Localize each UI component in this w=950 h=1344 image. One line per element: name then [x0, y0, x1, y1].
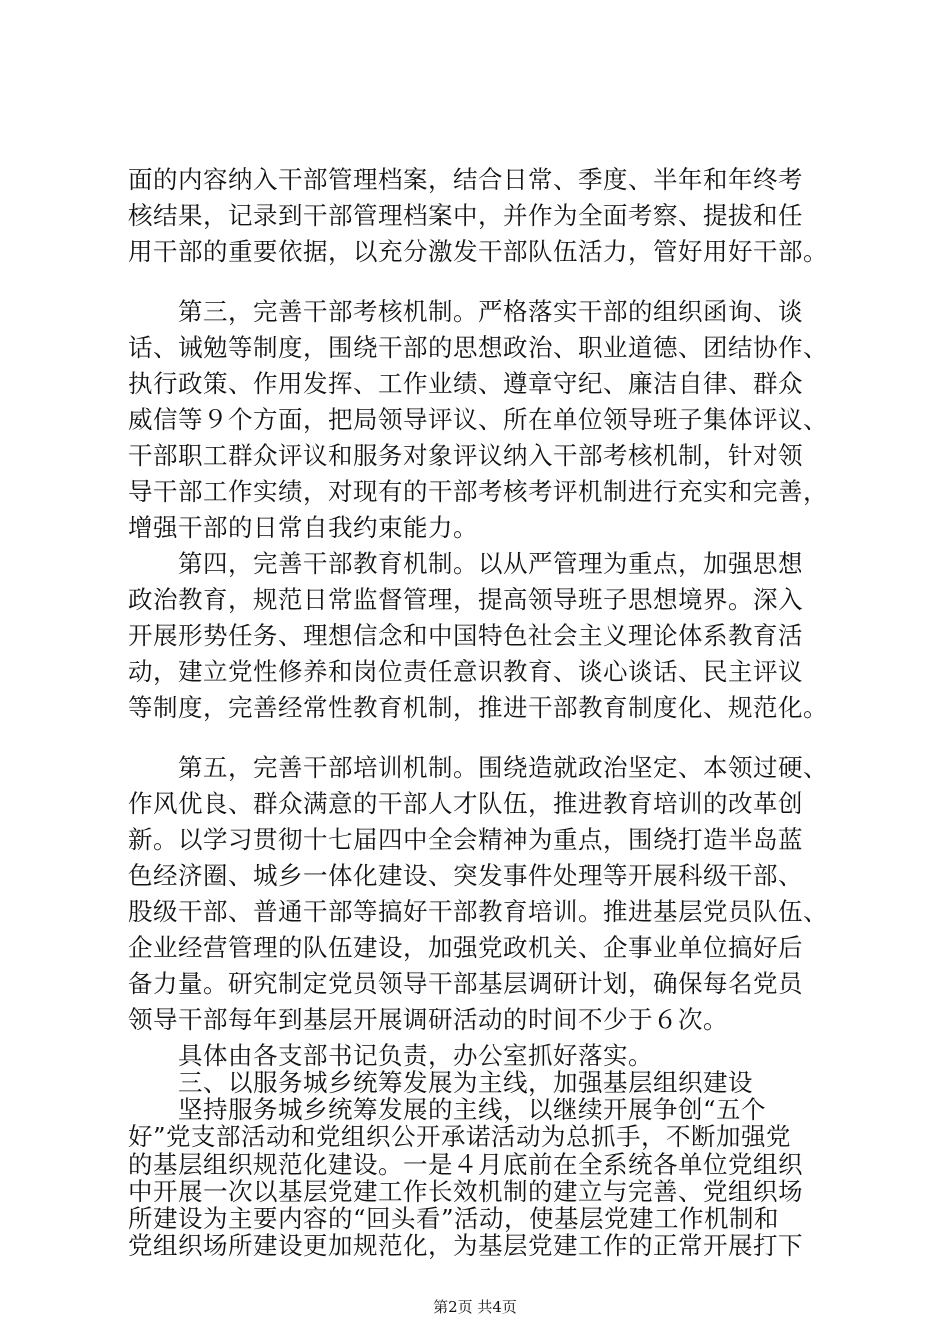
paragraph-line: 具体由各支部书记负责，办公室抓好落实。	[128, 1041, 653, 1070]
paragraph-line: 动，建立党性修养和岗位责任意识教育、谈心谈话、民主评议	[128, 657, 803, 686]
paragraph-line: 中开展一次以基层党建工作长效机制的建立与完善、党组织场	[128, 1177, 803, 1206]
paragraph-line: 的基层组织规范化建设。一是４月底前在全系统各单位党组织	[128, 1150, 803, 1179]
paragraph-line: 所建设为主要内容的“回头看”活动，使基层党建工作机制和	[128, 1204, 780, 1233]
paragraph-line: 三、以服务城乡统筹发展为主线，加强基层组织建设	[128, 1068, 753, 1097]
paragraph-line: 新。以学习贯彻十七届四中全会精神为重点，围绕打造半岛蓝	[128, 825, 803, 854]
paragraph-line: 面的内容纳入干部管理档案，结合日常、季度、半年和年终考	[128, 165, 803, 194]
paragraph-line: 好”党支部活动和党组织公开承诺活动为总抓手，不断加强党	[128, 1122, 792, 1151]
paragraph-line: 作风优良、群众满意的干部人才队伍，推进教育培训的改革创	[128, 789, 803, 818]
paragraph-line: 第五，完善干部培训机制。围绕造就政治坚定、本领过硬、	[128, 753, 828, 782]
paragraph-line: 第四，完善干部教育机制。以从严管理为重点，加强思想	[128, 549, 803, 578]
paragraph-line: 话、诫勉等制度，围绕干部的思想政治、职业道德、团结协作、	[128, 333, 828, 362]
paragraph-line: 第三，完善干部考核机制。严格落实干部的组织函询、谈	[128, 297, 803, 326]
paragraph-line: 企业经营管理的队伍建设，加强党政机关、企事业单位搞好后	[128, 933, 803, 962]
paragraph-line: 等制度，完善经常性教育机制，推进干部教育制度化、规范化。	[128, 693, 828, 722]
paragraph-line: 备力量。研究制定党员领导干部基层调研计划，确保每名党员	[128, 969, 803, 998]
paragraph-line: 股级干部、普通干部等搞好干部教育培训。推进基层党员队伍、	[128, 897, 828, 926]
paragraph-line: 用干部的重要依据，以充分激发干部队伍活力，管好用好干部。	[128, 237, 828, 266]
paragraph-line: 威信等９个方面，把局领导评议、所在单位领导班子集体评议、	[128, 405, 828, 434]
paragraph-line: 开展形势任务、理想信念和中国特色社会主义理论体系教育活	[128, 621, 803, 650]
paragraph-line: 政治教育，规范日常监督管理，提高领导班子思想境界。深入	[128, 585, 803, 614]
paragraph-line: 干部职工群众评议和服务对象评议纳入干部考核机制，针对领	[128, 441, 803, 470]
paragraph-line: 领导干部每年到基层开展调研活动的时间不少于６次。	[128, 1005, 728, 1034]
paragraph-line: 色经济圈、城乡一体化建设、突发事件处理等开展科级干部、	[128, 861, 803, 890]
paragraph-line: 执行政策、作用发挥、工作业绩、遵章守纪、廉洁自律、群众	[128, 369, 803, 398]
paragraph-line: 坚持服务城乡统筹发展的主线，以继续开展争创“五个	[128, 1095, 767, 1124]
page-footer: 第2页 共4页	[433, 1298, 517, 1316]
paragraph-line: 增强干部的日常自我约束能力。	[128, 513, 478, 542]
paragraph-line: 核结果，记录到干部管理档案中，并作为全面考察、提拔和任	[128, 201, 803, 230]
paragraph-line: 党组织场所建设更加规范化，为基层党建工作的正常开展打下	[128, 1231, 803, 1260]
paragraph-line: 导干部工作实绩，对现有的干部考核考评机制进行充实和完善，	[128, 477, 828, 506]
